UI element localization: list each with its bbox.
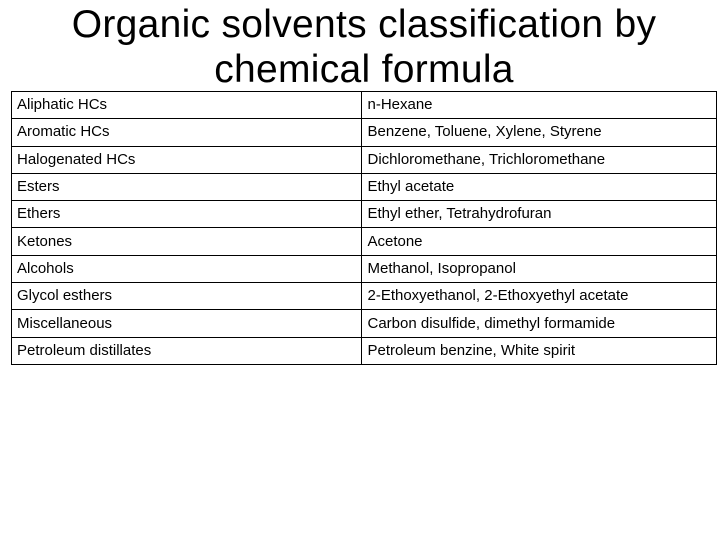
examples-cell: Methanol, Isopropanol [362, 255, 717, 282]
table-row [12, 283, 717, 310]
category-cell: Petroleum distillates [12, 337, 362, 364]
table-row [12, 146, 717, 173]
category-cell: Halogenated HCs [12, 146, 362, 173]
table-row [12, 92, 717, 119]
examples-cell: Ethyl acetate [362, 173, 717, 200]
table-row [12, 119, 717, 146]
table-row [12, 310, 717, 337]
examples-cell: Benzene, Toluene, Xylene, Styrene [362, 119, 717, 146]
examples-cell: Dichloromethane, Trichloromethane [362, 146, 717, 173]
category-cell: Ethers [12, 201, 362, 228]
table-row [12, 201, 717, 228]
solvents-table [11, 91, 717, 365]
category-cell: Glycol esthers [12, 283, 362, 310]
category-cell: Alcohols [12, 255, 362, 282]
category-cell: Esters [12, 173, 362, 200]
examples-cell: 2-Ethoxyethanol, 2-Ethoxyethyl acetate [362, 283, 717, 310]
slide-title: Organic solvents classification by chemical formula [71, 3, 657, 91]
category-cell: Aromatic HCs [12, 119, 362, 146]
table-row [12, 255, 717, 282]
table-row [12, 173, 717, 200]
examples-cell: n-Hexane [362, 92, 717, 119]
table-body [12, 92, 717, 365]
category-cell: Miscellaneous [12, 310, 362, 337]
table-row [12, 337, 717, 364]
examples-cell: Ethyl ether, Tetrahydrofuran [362, 201, 717, 228]
table-row [12, 228, 717, 255]
category-cell: Ketones [12, 228, 362, 255]
examples-cell: Petroleum benzine, White spirit [362, 337, 717, 364]
examples-cell: Carbon disulfide, dimethyl formamide [362, 310, 717, 337]
category-cell: Aliphatic HCs [12, 92, 362, 119]
examples-cell: Acetone [362, 228, 717, 255]
